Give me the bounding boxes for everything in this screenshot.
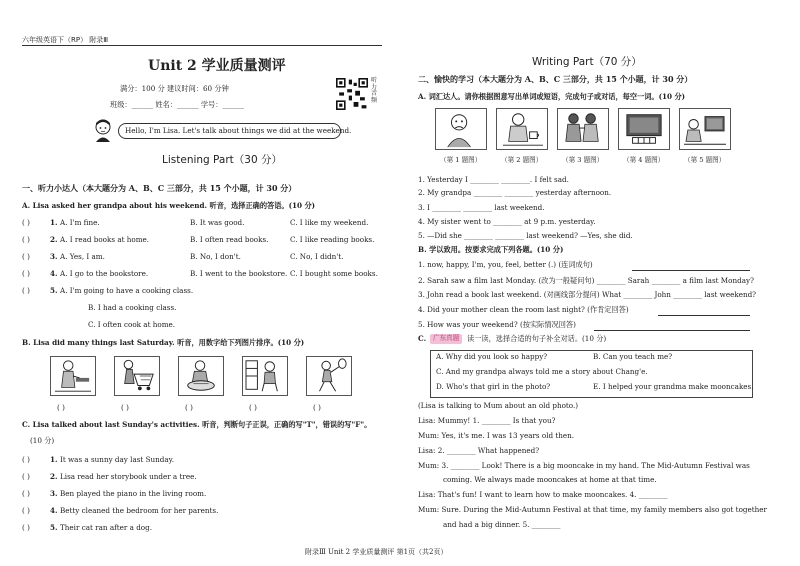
right-part-a-instruction: A. 词汇达人。请你根据图意写出单词或短语，完成句子或对话，每空一词。(10 分) xyxy=(418,92,686,101)
right-qa-4[interactable]: 4. My sister went to ________ at 9 p.m. yesterday. xyxy=(418,217,596,226)
right-qb-2[interactable]: 2. Sarah saw a film last Monday. (改为一般疑问句) ________ Sarah ________ a film last Monday? xyxy=(418,276,754,285)
question-number: 3. xyxy=(50,252,58,261)
pic-label-5: （第 5 题图） xyxy=(684,156,726,164)
qr-label: 听力音频 xyxy=(371,77,378,104)
question-number: 5. xyxy=(50,523,58,532)
writing-title: Writing Part（70 分） xyxy=(532,56,642,68)
part-c-score: (10 分) xyxy=(30,436,55,445)
listening-title: Listening Part（30 分） xyxy=(162,154,282,166)
part-b-instruction: B. Lisa did many things last Saturday. 听音，用数字给下列图片排序。(10 分) xyxy=(22,338,305,347)
part-a-instruction: A. Lisa asked her grandpa about his weekend. 听音，选择正确的答语。(10 分) xyxy=(22,201,316,210)
statement: Their cat ran after a dog. xyxy=(60,523,153,532)
dialog-line-5: coming. We always made mooncakes at home at that time. xyxy=(443,475,657,484)
option-a: A. I'm fine. xyxy=(60,218,100,227)
option-c: C. I like my weekend. xyxy=(290,218,369,227)
answer-bracket[interactable]: ( ) xyxy=(22,252,30,261)
right-qb-5: 5. How was your weekend? (按实际情况回答) xyxy=(418,320,576,329)
section-1-title: 一、听力小达人（本大题分为 A、B、C 三部分，共 15 个小题，计 30 分） xyxy=(22,183,297,193)
picture-reading xyxy=(242,356,288,396)
student-fields: 班级：______ 姓名：______ 学号：______ xyxy=(110,100,244,109)
answer-line[interactable] xyxy=(632,270,750,271)
option-b: B. It was good. xyxy=(190,218,245,227)
question-number: 2. xyxy=(50,235,58,244)
qr-code xyxy=(336,78,368,110)
option-a: A. I'm going to have a cooking class. xyxy=(60,286,194,295)
order-bracket-5[interactable]: ( ) xyxy=(313,403,321,412)
speech-text: Hello, I'm Lisa. Let's talk about things we did at the weekend. xyxy=(125,126,352,135)
option-b-line: B. Can you teach me? xyxy=(593,352,673,361)
right-qa-2[interactable]: 2. My grandpa ________ ________ yesterday afternoon. xyxy=(418,188,612,197)
answer-line[interactable] xyxy=(658,315,750,316)
picture-washing xyxy=(178,356,224,396)
pic-label-1: （第 1 题图） xyxy=(440,156,482,164)
statement: Lisa read her storybook under a tree. xyxy=(60,472,197,481)
option-c: C. I like reading books. xyxy=(290,235,375,244)
question-number: 4. xyxy=(50,269,58,278)
picture-badminton xyxy=(306,356,352,396)
answer-bracket[interactable]: ( ) xyxy=(22,455,30,464)
order-bracket-1[interactable]: ( ) xyxy=(57,403,65,412)
option-c-line: C. And my grandpa always told me a story about Chang'e. xyxy=(436,367,648,376)
page-footer: 附录Ⅲ Unit 2 学业质量测评 第1页（共2页） xyxy=(305,548,448,556)
right-qa-1[interactable]: 1. Yesterday I ________ ________. I felt sad. xyxy=(418,175,569,184)
book-header: 六年级英语下（RP） 附录Ⅲ xyxy=(22,36,109,44)
dialog-line-1[interactable]: Lisa: Mummy! 1. ________ Is that you? xyxy=(418,416,556,425)
option-b: B. I went to the bookstore. xyxy=(190,269,288,278)
right-qb-4: 4. Did your mother clean the room last night? (作肯定回答) xyxy=(418,305,629,314)
option-c: C. No, I didn't. xyxy=(290,252,344,261)
pic-label-4: （第 4 题图） xyxy=(623,156,665,164)
picture-sad-boy xyxy=(435,108,487,150)
right-qa-5[interactable]: 5. —Did she ________ ________ last weekend? —Yes, she did. xyxy=(418,231,633,240)
answer-bracket[interactable]: ( ) xyxy=(22,472,30,481)
dialog-line-4[interactable]: Mum: 3. ________ Look! There is a big mooncake in my hand. The Mid-Autumn Festival was xyxy=(418,461,750,470)
part-c-instruction: C. Lisa talked about last Sunday's activities. 听音，判断句子正误，正确的写"T"，错误的写"F"。 xyxy=(22,420,372,429)
right-qb-3[interactable]: 3. John read a book last weekend. (对画线部分提问) What ________ John ________ last weekend? xyxy=(418,290,757,299)
option-a-line: A. Why did you look so happy? xyxy=(436,352,548,361)
answer-bracket[interactable]: ( ) xyxy=(22,218,30,227)
option-b: B. I had a cooking class. xyxy=(88,303,177,312)
option-e-line: E. I helped your grandma make mooncakes. xyxy=(593,382,754,391)
header-rule xyxy=(22,45,382,46)
question-number: 5. xyxy=(50,286,58,295)
picture-dancing xyxy=(557,108,609,150)
question-number: 4. xyxy=(50,506,58,515)
dialog-line-3[interactable]: Lisa: 2. ________ What happened? xyxy=(418,446,540,455)
question-number: 2. xyxy=(50,472,58,481)
page-title: Unit 2 学业质量测评 xyxy=(148,58,286,74)
dialog-line-6[interactable]: Lisa: That's fun! I want to learn how to make mooncakes. 4. ________ xyxy=(418,490,668,499)
pic-label-3: （第 3 题图） xyxy=(562,156,604,164)
order-bracket-4[interactable]: ( ) xyxy=(249,403,257,412)
answer-bracket[interactable]: ( ) xyxy=(22,523,30,532)
right-part-c-instruction: 读一读，选择合适的句子补全对话。(10 分) xyxy=(467,334,607,343)
option-a: A. I read books at home. xyxy=(60,235,150,244)
statement: It was a sunny day last Sunday. xyxy=(60,455,175,464)
right-qb-1: 1. now, happy, I'm, you, feel, better (.) (连词成句) xyxy=(418,260,593,269)
dialog-context: (Lisa is talking to Mum about an old photo.) xyxy=(418,401,579,410)
speech-bubble xyxy=(118,123,352,139)
statement: Betty cleaned the bedroom for her parents. xyxy=(60,506,219,515)
picture-cinema xyxy=(618,108,670,150)
picture-watching-tv xyxy=(679,108,731,150)
answer-bracket[interactable]: ( ) xyxy=(22,269,30,278)
picture-grandpa-tea xyxy=(496,108,548,150)
option-c: C. I often cook at home. xyxy=(88,320,176,329)
dialog-line-7: Mum: Sure. During the Mid-Autumn Festival at that time, my family members also got together xyxy=(418,505,767,514)
option-d-line: D. Who's that girl in the photo? xyxy=(436,382,551,391)
option-b: B. I often read books. xyxy=(190,235,269,244)
exam-meta: 满分：100 分 建议时间：60 分钟 xyxy=(120,84,229,93)
statement: Ben played the piano in the living room. xyxy=(60,489,207,498)
right-part-b-instruction: B. 学以致用。按要求完成下列各题。(10 分) xyxy=(418,245,564,254)
answer-bracket[interactable]: ( ) xyxy=(22,235,30,244)
option-b: B. No, I don't. xyxy=(190,252,241,261)
answer-bracket[interactable]: ( ) xyxy=(22,489,30,498)
picture-cooking xyxy=(50,356,96,396)
order-bracket-3[interactable]: ( ) xyxy=(185,403,193,412)
part-c-letter: C. xyxy=(418,334,427,343)
order-bracket-2[interactable]: ( ) xyxy=(121,403,129,412)
exam-source-tag: 广东真题 xyxy=(430,334,462,344)
answer-line[interactable] xyxy=(594,330,750,331)
answer-bracket[interactable]: ( ) xyxy=(22,506,30,515)
question-number: 3. xyxy=(50,489,58,498)
option-a: A. Yes, I am. xyxy=(60,252,105,261)
question-number: 1. xyxy=(50,218,58,227)
option-a: A. I go to the bookstore. xyxy=(60,269,149,278)
section-2-title: 二、愉快的学习（本大题分为 A、B、C 三部分，共 15 个小题，计 30 分） xyxy=(418,74,693,84)
pic-label-2: （第 2 题图） xyxy=(501,156,543,164)
answer-bracket[interactable]: ( ) xyxy=(22,286,30,295)
dialog-line-8[interactable]: and had a big dinner. 5. ________ xyxy=(443,520,561,529)
lisa-avatar xyxy=(92,118,114,142)
question-number: 1. xyxy=(50,455,58,464)
right-qa-3[interactable]: 3. I ________ ________ last weekend. xyxy=(418,203,545,212)
picture-shopping-cart xyxy=(114,356,160,396)
option-c: C. I bought some books. xyxy=(290,269,378,278)
dialog-line-2: Mum: Yes, it's me. I was 13 years old then. xyxy=(418,431,575,440)
